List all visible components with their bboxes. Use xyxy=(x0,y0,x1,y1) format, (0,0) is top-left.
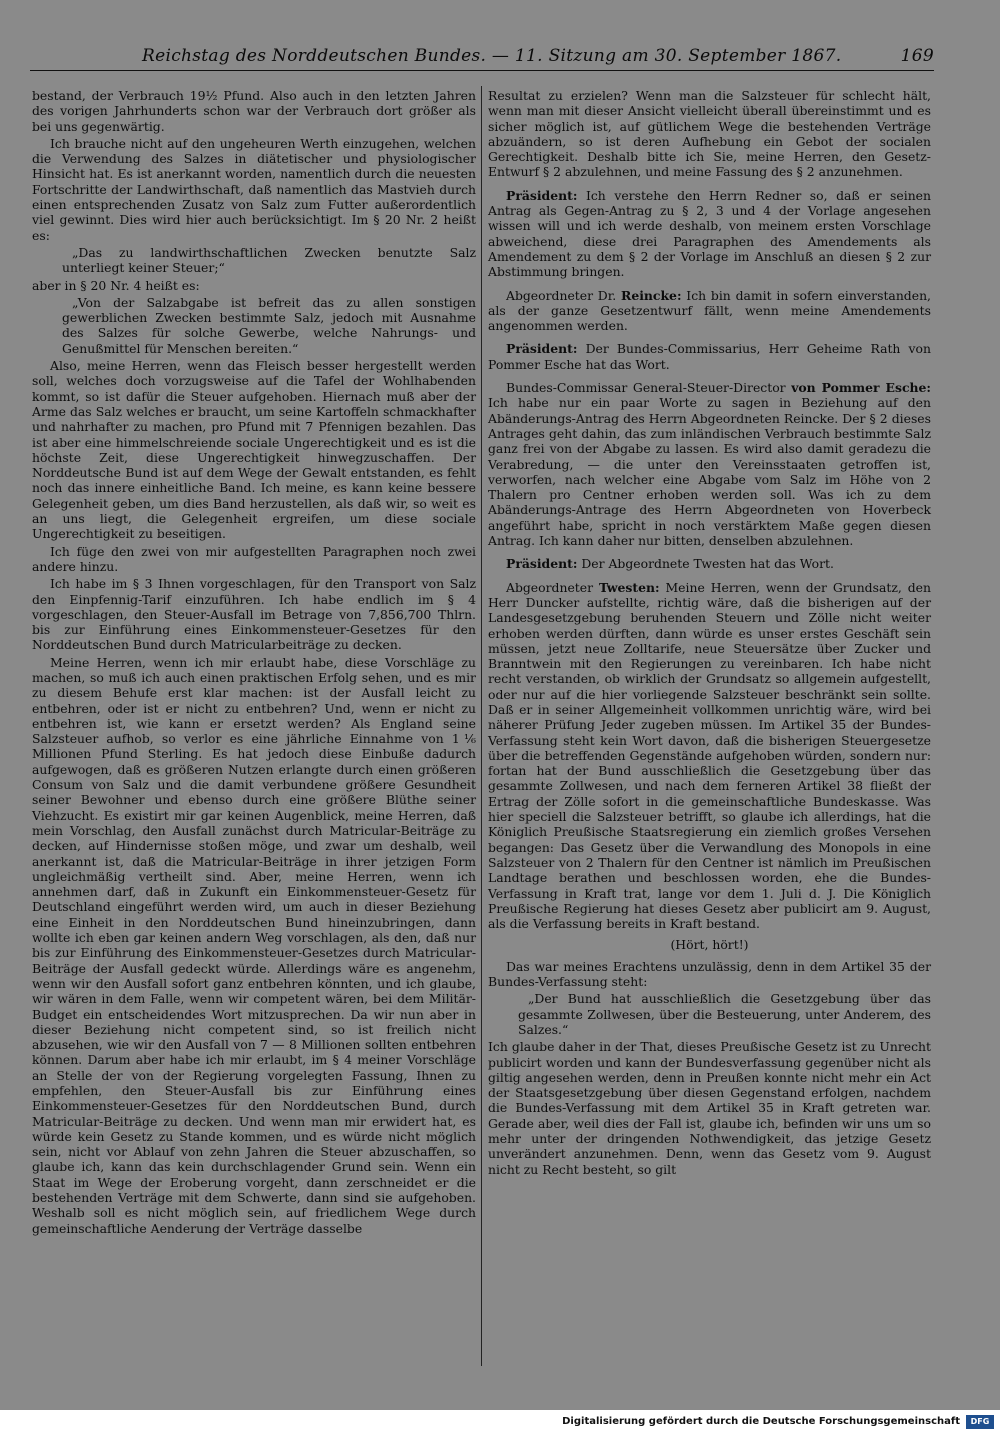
funding-credit: Digitalisierung gefördert durch die Deutsche Forschungsgemeinschaft xyxy=(562,1416,960,1427)
speaker-name: von Pommer Esche: xyxy=(791,380,931,396)
paragraph-text: Der Abgeordnete Twesten hat das Wort. xyxy=(577,556,834,572)
left-column xyxy=(32,88,476,1238)
paragraph xyxy=(488,288,931,334)
running-header xyxy=(30,44,934,71)
paragraph-text: Ich bin damit in sofern einverstanden, als der ganze Gesetzentwurf fällt, wenn meine Amendements angenommen werden. xyxy=(488,287,931,334)
paragraph-text: Ich brauche nicht auf den ungeheuren Werth einzugehen, welchen die Verwendung des Salzes in diätetischer und physiologischer Hinsicht hat. Es ist anerkannt worden, namentlich durch die neuesten Fortschritte der Landwirthschaft, daß namentlich das Mastvieh durch einen entsprechenden Zusatz von Salz zum Futter außerordentlich viel gewinnt. Dies wird hier auch berücksichtigt. Im § 20 Nr. 2 heißt es: xyxy=(32,135,476,243)
paragraph xyxy=(488,959,931,990)
speaker-name: Präsident: xyxy=(506,341,578,357)
paragraph-text: Resultat zu erzielen? Wenn man die Salzsteuer für schlecht hält, wenn man mit dieser Ansicht vielleicht überall übereinstimmt und es sicher möglich ist, auf gütlichem Wege die bestehenden Verträge abzuändern, so ist deren Aufhebung ein Gebot der socialen Gerechtigkeit. Deshalb bitte ich Sie, meine Herren, den Gesetz-Entwurf § 2 abzulehnen, und meine Fassung des § 2 anzunehmen. xyxy=(488,88,931,180)
paragraph xyxy=(32,136,476,243)
paragraph xyxy=(32,278,476,293)
paragraph xyxy=(488,556,931,571)
header-title: Reichstag des Norddeutschen Bundes. — 11. Sitzung am 30. September 1867. xyxy=(142,46,842,66)
paragraph-text: Ich verstehe den Herrn Redner so, daß er seinen Antrag als Gegen-Antrag zu § 2, 3 und 4 der Vorlage angesehen wissen will und ich werde deshalb, von meinem ersten Vorschlage abweichend, diese drei Paragraphen des Amendements als Amendement zu dem § 2 der Vorlage im Anschluß an diesen § 2 zur Abstimmung bringen. xyxy=(488,187,931,280)
paragraph-text: „Von der Salzabgabe ist befreit das zu allen sonstigen gewerblichen Zwecken bestimmte Salz, jedoch mit Ausnahme des Salzes für solche Gewerbe, welche Nahrungs- und Genußmittel für Menschen bereiten.“ xyxy=(62,294,476,356)
paragraph-text: „Das zu landwirthschaftlichen Zwecken benutzte Salz unterliegt keiner Steuer;“ xyxy=(62,244,476,276)
paragraph xyxy=(488,380,931,548)
paragraph xyxy=(62,245,476,276)
paragraph-text: Das war meines Erachtens unzulässig, denn in dem Artikel 35 der Bundes-Verfassung steht: xyxy=(488,958,931,990)
paragraph-text: Der Bundes-Commissarius, Herr Geheime Rath von Pommer Esche hat das Wort. xyxy=(488,341,931,372)
speaker-name: Präsident: xyxy=(506,556,578,572)
paragraph xyxy=(488,88,931,180)
paragraph xyxy=(32,655,476,1236)
paragraph xyxy=(488,188,931,280)
paragraph-text: „Der Bund hat ausschließlich die Gesetzgebung über das gesammte Zollwesen, über die Besteuerung, unter Anderem, des Salzes.“ xyxy=(518,991,931,1037)
speaker-name: Twesten: xyxy=(598,579,660,595)
column-divider xyxy=(481,86,482,1366)
paragraph xyxy=(488,937,931,952)
paragraph-text: Meine Herren, wenn der Grundsatz, den Herr Duncker aufstellte, richtig wäre, daß die bisherigen auf der Landesgesetzgebung beruhenden Steuern und Zölle nicht weiter erhoben werden dürften, dann würde es unser erstes Geschäft sein müssen, jetzt neue Zolltarife, neue Steuersätze über Zucker und Branntwein mit den Regierungen zu vereinbaren. Ich habe nicht recht verstanden, ob wirklich der Grundsatz so allgemein aufgestellt, oder nur auf die hier vorliegende Salzsteuer beschränkt sein sollte. Daß er in seiner Allgemeinheit vollkommen unrichtig wäre, wird bei näherer Prüfung Jeder zugeben müssen. Im Artikel 35 der Bundes-Verfassung steht kein Wort davon, daß die bisherigen Steuergesetze über die betreffenden Gegenstände aufgehoben würden, sondern nur: fortan hat der Bund ausschließlich die Gesetzgebung über das gesammte Zollwesen, und nach dem ferneren Artikel 38 fließt der Ertrag der Zölle sofort in die gemeinschaftliche Bundeskasse. Was hier speciell die Salzsteuer betrifft, so glaube ich allerdings, hat die Königlich Preußische Staatsregierung ein ziemlich großes Versehen begangen: Das Gesetz über die Verwandlung des Monopols in eine Salzsteuer von 2 Thalern für den Centner ist nämlich im Preußischen Landtage berathen und beschlossen worden, ehe die Bundes-Verfassung in Kraft trat, lange vor dem 1. Juli d. J. Die Königlich Preußische Regierung hat dieses Gesetz aber publicirt am 9. August, als die Verfassung bereits in Kraft bestand. xyxy=(488,579,931,932)
speaker-prefix: Bundes-Commissar General-Steuer-Director xyxy=(506,380,792,396)
right-column xyxy=(488,88,931,1179)
speaker-name: Reincke: xyxy=(621,287,682,303)
paragraph-text: Ich habe nur ein paar Worte zu sagen in Beziehung auf den Abänderungs-Antrag des Herrn Abgeordneten Reincke. Der § 2 dieses Antrages geht dahin, das zum inländischen Verbrauch bestimmte Salz ganz frei von der Abgabe zu lassen. Es wird also damit geradezu die Verabredung, — die unter den Vereinsstaaten getroffen ist, verworfen, nach welcher eine Abgabe vom Salz im Höhe von 2 Thalern pro Centner erhoben werden soll. Was ich zu dem Abänderungs-Antrage des Herrn Abgeordneten von Hoverbeck angeführt habe, spricht in noch verstärktem Maße gegen diesen Antrag. Ich kann daher nur bitten, denselben abzulehnen. xyxy=(488,395,931,549)
paragraph xyxy=(488,580,931,932)
page-number: 169 xyxy=(900,46,934,66)
paragraph-text: bestand, der Verbrauch 19½ Pfund. Also auch in den letzten Jahren des vorigen Jahrhunderts schon war der Verbrauch dort größer als bei uns gegenwärtig. xyxy=(32,88,476,134)
paragraph xyxy=(62,295,476,356)
paragraph-text: aber in § 20 Nr. 4 heißt es: xyxy=(32,277,200,293)
paragraph xyxy=(488,1039,931,1177)
speaker-prefix: Abgeordneter xyxy=(506,579,599,595)
paragraph-text: Also, meine Herren, wenn das Fleisch besser hergestellt werden soll, welches doch vorzugsweise auf die Tafel der Wohlhabenden kommt, so ist dafür die Steuer aufgehoben. Hiernach muß aber der Arme das Salz welches er braucht, um seine Kartoffeln schmackhafter und nahrhafter zu machen, pro Pfund mit 7 Pfennigen bezahlen. Das ist aber eine himmelschreiende sociale Ungerechtigkeit und es ist die höchste Zeit, diese Ungerechtigkeit hinwegzuschaffen. Der Norddeutsche Bund ist auf dem Wege der Gewalt entstanden, es fehlt noch das innere einheitliche Band. Ich meine, es kann keine bessere Gelegenheit geben, um dies Band herzustellen, als daß wir, so weit es an uns liegt, die Gelegenheit ergreifen, um diese sociale Ungerechtigkeit zu beseitigen. xyxy=(32,358,476,542)
dfg-logo: DFG xyxy=(966,1415,994,1429)
paragraph-text: Ich füge den zwei von mir aufgestellten Paragraphen noch zwei andere hinzu. xyxy=(32,543,476,574)
speaker-prefix: Abgeordneter Dr. xyxy=(506,287,622,303)
paragraph-text: Ich glaube daher in der That, dieses Preußische Gesetz ist zu Unrecht publicirt worden und kann der Bundesverfassung gegenüber nicht als giltig angesehen werden, denn in Preußen konnte nicht mehr ein Act der Staatsgesetzgebung über diesen Gegenstand erfolgen, nachdem die Bundes-Verfassung mit dem Artikel 35 in Kraft getreten war. Gerade aber, weil dies der Fall ist, glaube ich, befinden wir uns um so mehr unter der dringenden Nothwendigkeit, das jetzige Gesetz unverändert anzunehmen. Denn, wenn das Gesetz vom 9. August nicht zu Recht besteht, so gilt xyxy=(488,1039,931,1177)
paragraph-text: (Hört, hört!) xyxy=(670,937,749,953)
paragraph-text: Ich habe im § 3 Ihnen vorgeschlagen, für den Transport von Salz den Einpfennig-Tarif einzuführen. Ich habe endlich im § 4 vorgeschlagen, den Steuer-Ausfall im Betrage von 7,856,700 Thlrn. bis zur Einführung eines Einkommensteuer-Gesetzes für den Norddeutschen Bund durch Matricularbeiträge zu decken. xyxy=(32,576,476,653)
paragraph xyxy=(32,88,476,134)
footer-bar xyxy=(0,1413,1000,1432)
paragraph xyxy=(32,544,476,575)
speaker-name: Präsident: xyxy=(506,187,578,203)
paragraph xyxy=(32,576,476,652)
paragraph xyxy=(32,358,476,542)
paragraph-text: Meine Herren, wenn ich mir erlaubt habe, diese Vorschläge zu machen, so muß ich auch einen praktischen Erfolg sehen, und es mir zu diesem Behufe erst klar machen: ist der Ausfall leicht zu entbehren, oder ist er nicht zu entbehren? Und, wenn er nicht zu entbehren ist, wie kann er ersetzt werden? Als England seine Salzsteuer aufhob, so verlor es eine jährliche Einnahme von 1⅙ Millionen Pfund Sterling. Es hat jedoch diese Einbuße dadurch aufgewogen, daß es größeren Nutzen erlangte durch einen größeren Consum von Salz und die damit verbundene größere Gesundheit seiner Bewohner und ebenso durch eine größere Blüthe seiner Viehzucht. Es existirt mir gar keinen Augenblick, meine Herren, daß mein Vorschlag, den Ausfall zunächst durch Matricular-Beiträge zu decken, auf Hindernisse stoßen möge, und zwar um deshalb, weil anerkannt ist, daß die Matricular-Beiträge in ihrer jetzigen Form ungleichmäßig vertheilt sind. Aber, meine Herren, wenn ich annehmen darf, daß in Zukunft ein Einkommensteuer-Gesetz für Deutschland eingeführt werden wird, um auch in dieser Beziehung eine Einheit in den Norddeutschen Bund hineinzubringen, dann wollte ich eben gar keinen andern Weg vorschlagen, als den, daß nur bis zur Einführung des Einkommensteuer-Gesetzes durch Matricular-Beiträge der Ausfall gedeckt würde. Allerdings wäre es angenehm, wenn wir den Ausfall sofort ganz entbehren könnten, und ich glaube, wir wären in dem Falle, wenn wir competent wären, bei dem Militär-Budget ein entscheidendes Wort mitzusprechen. Da wir nun aber in dieser Beziehung nicht competent sind, so ist freilich nicht abzusehen, wie wir den Ausfall von 7 — 8 Millionen sollten entbehren können. Darum aber habe ich mir erlaubt, im § 4 meiner Vorschläge an Stelle der von der Regierung vorgelegten Fassung, Ihnen zu empfehlen, den Steuer-Ausfall bis zur Einführung eines Einkommensteuer-Gesetzes für den Norddeutschen Bund, durch Matricular-Beiträge zu decken. Und wenn man mir erwidert hat, es würde kein Gesetz zu Stande kommen, und es würde nicht möglich sein, nicht vor Ablauf von zehn Jahren die Steuer abzuschaffen, so glaube ich, kann das kein durchschlagender Grund sein. Wenn ein Staat im Wege der Eroberung vorgeht, dann zerschneidet er die bestehenden Verträge mit dem Schwerte, dann sind sie aufgehoben. Weshalb soll es nicht möglich sein, auf friedlichem Wege durch gemeinschaftliche Aenderung der Verträge dasselbe xyxy=(32,654,476,1236)
paragraph xyxy=(488,341,931,372)
paragraph xyxy=(518,991,931,1037)
